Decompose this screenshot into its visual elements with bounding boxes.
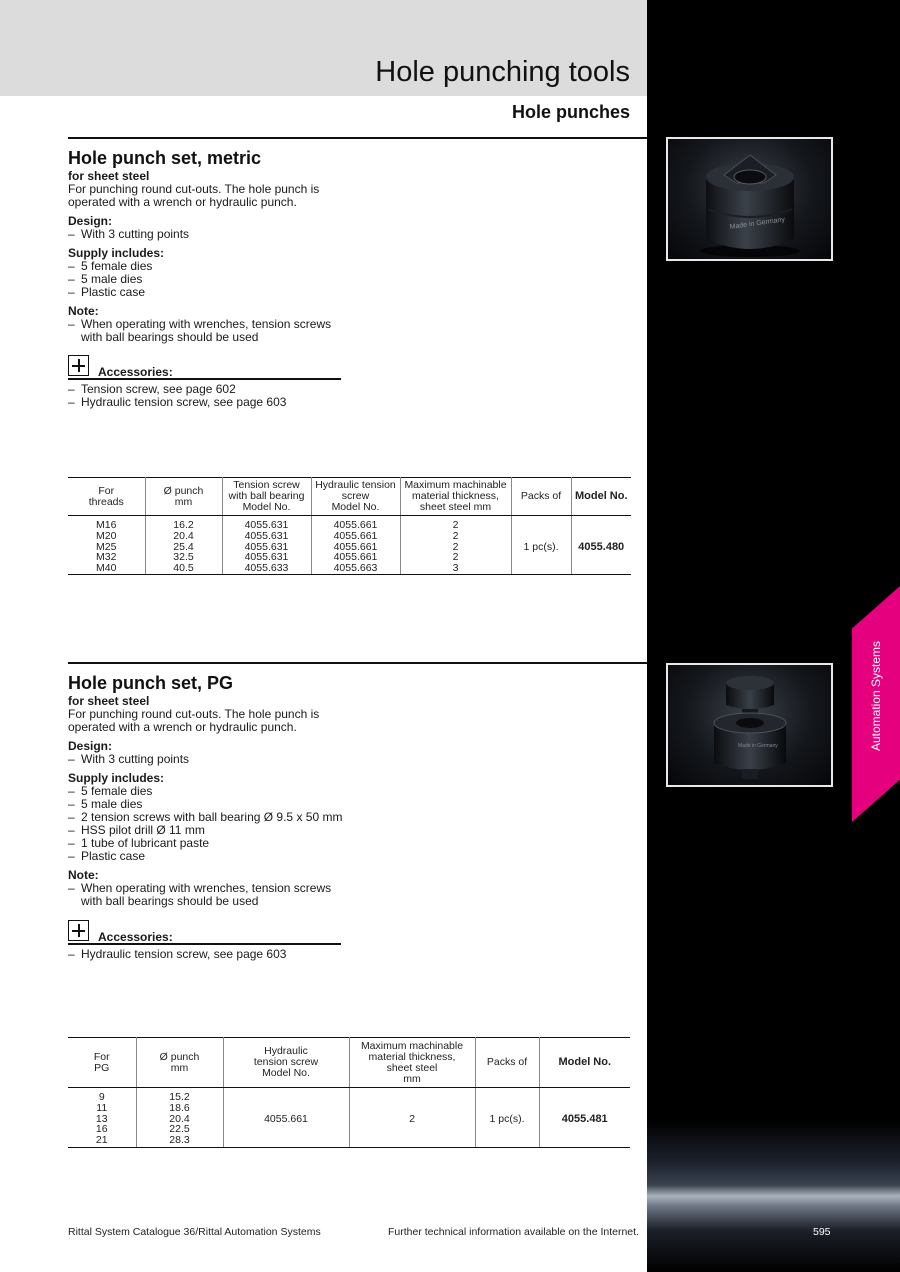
list-item: – 2 tension screws with ball bearing Ø 9.5 x 50 mm bbox=[68, 810, 343, 824]
accessory-link[interactable]: – Tension screw, see page 602 bbox=[68, 382, 236, 396]
accessories-heading: Accessories: bbox=[98, 365, 173, 379]
list-item: – Plastic case bbox=[68, 849, 146, 863]
column-header-hydraulic-screw: Hydraulic tension screw Model No. bbox=[223, 1038, 349, 1088]
accessories-list bbox=[68, 948, 368, 961]
column-header-punch: Ø punch mm bbox=[136, 1038, 223, 1088]
accessories-heading: Accessories: bbox=[98, 930, 173, 944]
plus-icon bbox=[68, 920, 89, 941]
product-title: Hole punch set, metric bbox=[68, 148, 262, 168]
list-item-continuation: with ball bearings should be used bbox=[81, 894, 259, 908]
section-rule bbox=[68, 137, 647, 139]
cell-thickness: 2 2 2 2 3 bbox=[400, 516, 511, 575]
list-item: – When operating with wrenches, tension screws bbox=[68, 317, 332, 331]
column-header-thickness: Maximum machinable material thickness, sheet steel mm bbox=[400, 478, 511, 516]
cell-packs: 1 pc(s). bbox=[475, 1088, 539, 1148]
accessory-link[interactable]: – Hydraulic tension screw, see page 603 bbox=[68, 395, 287, 409]
table-row bbox=[68, 516, 631, 575]
column-header-tension-screw: Tension screw with ball bearing Model No. bbox=[222, 478, 311, 516]
cell-punch: 15.2 18.6 20.4 22.5 28.3 bbox=[136, 1088, 223, 1148]
cell-model-no: 4055.480 bbox=[571, 516, 631, 575]
column-header-hydraulic-screw: Hydraulic tension screw Model No. bbox=[311, 478, 400, 516]
column-header-packs: Packs of bbox=[475, 1038, 539, 1088]
design-heading: Design: bbox=[68, 739, 113, 753]
cell-punch: 16.2 20.4 25.4 32.5 40.5 bbox=[145, 516, 222, 575]
product-title: Hole punch set, PG bbox=[68, 673, 234, 693]
column-header-thickness: Maximum machinable material thickness, sheet steel mm bbox=[349, 1038, 475, 1088]
product-subtitle: for sheet steel bbox=[68, 169, 150, 183]
footer-catalogue-text: Rittal System Catalogue 36/Rittal Automation Systems bbox=[68, 1226, 321, 1238]
product-subtitle: for sheet steel bbox=[68, 694, 150, 708]
accessories-header bbox=[68, 354, 341, 380]
note-heading: Note: bbox=[68, 868, 99, 882]
list-item: – 5 male dies bbox=[68, 272, 143, 286]
product-photo-metric bbox=[666, 137, 833, 261]
list-item: – With 3 cutting points bbox=[68, 227, 190, 241]
accessories-header bbox=[68, 919, 341, 945]
description-line: For punching round cut-outs. The hole punch is bbox=[68, 707, 320, 721]
design-heading: Design: bbox=[68, 214, 113, 228]
side-tab-label: Automation Systems bbox=[869, 640, 883, 752]
spec-table-pg bbox=[68, 1037, 630, 1148]
table-header-row bbox=[68, 1038, 630, 1088]
column-header-model: Model No. bbox=[571, 478, 631, 516]
list-item: – 5 male dies bbox=[68, 797, 143, 811]
column-header-pg: For PG bbox=[68, 1038, 136, 1088]
section-rule bbox=[68, 662, 647, 664]
cell-thickness: 2 bbox=[349, 1088, 475, 1148]
table-header-row bbox=[68, 478, 631, 516]
cell-model-no: 4055.481 bbox=[539, 1088, 630, 1148]
description-line: operated with a wrench or hydraulic punch. bbox=[68, 195, 297, 209]
description-line: operated with a wrench or hydraulic punch. bbox=[68, 720, 297, 734]
list-item: – 5 female dies bbox=[68, 259, 153, 273]
footer-info-text: Further technical information available on the Internet. bbox=[388, 1226, 639, 1238]
list-item: – When operating with wrenches, tension screws bbox=[68, 881, 332, 895]
list-item: – HSS pilot drill Ø 11 mm bbox=[68, 823, 205, 837]
supply-heading: Supply includes: bbox=[68, 246, 165, 260]
plus-icon bbox=[68, 355, 89, 376]
product-photo-pg bbox=[666, 663, 833, 787]
list-item-continuation: with ball bearings should be used bbox=[81, 330, 259, 344]
section-title: Hole punches bbox=[511, 102, 630, 122]
product-description-block bbox=[68, 170, 368, 344]
spec-table-metric bbox=[68, 477, 631, 575]
supply-heading: Supply includes: bbox=[68, 771, 165, 785]
product-description-block bbox=[68, 695, 368, 908]
list-item: – 1 tube of lubricant paste bbox=[68, 836, 210, 850]
cell-hydraulic-screw: 4055.661 bbox=[223, 1088, 349, 1148]
list-item: – 5 female dies bbox=[68, 784, 153, 798]
photo-caption-text: Made in Germany bbox=[738, 743, 778, 749]
cell-threads: M16 M20 M25 M32 M40 bbox=[68, 516, 145, 575]
page-title: Hole punching tools bbox=[375, 56, 630, 88]
page-number: 595 bbox=[813, 1226, 831, 1238]
list-item: – Plastic case bbox=[68, 285, 146, 299]
cell-tension-screw: 4055.631 4055.631 4055.631 4055.631 4055.633 bbox=[222, 516, 311, 575]
description-line: For punching round cut-outs. The hole punch is bbox=[68, 182, 320, 196]
cell-packs: 1 pc(s). bbox=[511, 516, 571, 575]
cell-hydraulic-screw: 4055.661 4055.661 4055.661 4055.661 4055.663 bbox=[311, 516, 400, 575]
cell-pg: 9 11 13 16 21 bbox=[68, 1088, 136, 1148]
hole-punch-metric-image bbox=[668, 139, 831, 259]
column-header-punch: Ø punch mm bbox=[145, 478, 222, 516]
table-row bbox=[68, 1088, 630, 1148]
column-header-threads: For threads bbox=[68, 478, 145, 516]
photo-caption-text: Made in Germany bbox=[729, 216, 786, 231]
hole-punch-pg-image bbox=[668, 665, 831, 785]
list-item: – With 3 cutting points bbox=[68, 752, 190, 766]
column-header-packs: Packs of bbox=[511, 478, 571, 516]
accessory-link[interactable]: – Hydraulic tension screw, see page 603 bbox=[68, 947, 287, 961]
note-heading: Note: bbox=[68, 304, 99, 318]
column-header-model: Model No. bbox=[539, 1038, 630, 1088]
accessories-list bbox=[68, 383, 368, 409]
